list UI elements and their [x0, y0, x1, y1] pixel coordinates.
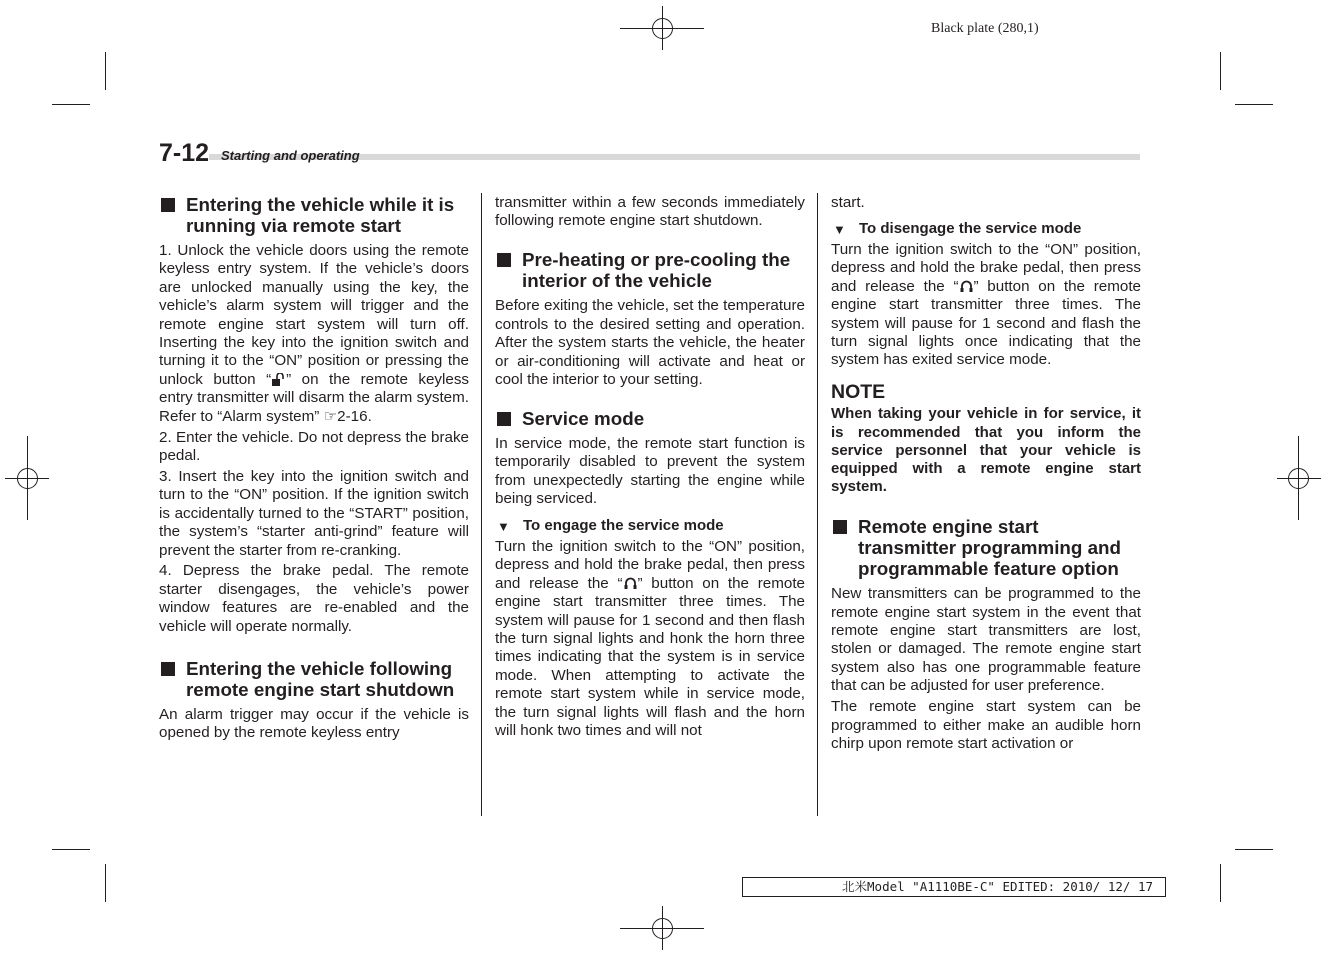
paragraph: The remote engine start system can be programmed to either make an audible horn chirp upon remote start activation or	[831, 698, 1141, 752]
registration-target-icon	[652, 18, 673, 39]
page-number: 7-12	[159, 139, 210, 167]
column-3	[831, 194, 1141, 756]
subsection-heading: ▼ To disengage the service mode	[833, 219, 1082, 237]
column-divider	[481, 193, 482, 816]
section-heading: Pre-heating or pre-cooling the interior of the vehicle	[495, 249, 805, 291]
plate-label: Black plate (280,1)	[931, 21, 1039, 36]
note-text: When taking your vehicle in for service, it is recommended that you inform the service personnel that your vehicle is equipped with a remote engine start system.	[831, 405, 1141, 496]
section-heading: Entering the vehicle while it is running via remote start	[159, 194, 469, 236]
note-title: NOTE	[831, 381, 886, 404]
step-3: 3. Insert the key into the ignition switch and turn to the “ON” position. If the ignition switch is accidentally turned to the “START” position, the system’s “starter anti-grind” feature will prevent the starter from re-cranking.	[159, 467, 469, 559]
square-bullet-icon	[833, 520, 847, 534]
crop-mark	[1220, 864, 1221, 902]
registration-target-icon	[652, 918, 673, 939]
step-4: 4. Depress the brake pedal. The remote starter disengages, the vehicle’s power window features are re-enabled and the vehicle will operate normally.	[159, 562, 469, 635]
crop-mark	[52, 104, 90, 105]
crop-mark	[1220, 52, 1221, 90]
crop-mark	[105, 864, 106, 902]
registration-target-icon	[1288, 468, 1309, 489]
column-1	[159, 194, 469, 745]
column-2	[495, 194, 805, 743]
subsection-heading: ▼ To engage the service mode	[497, 516, 724, 534]
paragraph: start.	[831, 194, 865, 211]
square-bullet-icon	[497, 253, 511, 267]
square-bullet-icon	[161, 198, 175, 212]
remote-start-button-icon	[959, 280, 974, 293]
unlock-button-icon	[271, 373, 286, 386]
down-triangle-icon: ▼	[497, 518, 510, 534]
crop-mark	[1235, 849, 1273, 850]
paragraph: Turn the ignition switch to the “ON” position, depress and hold the brake pedal, then press and release the “ ” button on the remote engine start transmitter three times. The system will pause for 1 second and then flash the turn signal lights and honk the horn three times indicating that the system is in service mode. When attempting to activate the remote start system while in service mode, the turn signal lights will flash and the horn will honk two times and will not	[495, 537, 805, 740]
section-title: Starting and operating	[221, 148, 360, 163]
paragraph: New transmitters can be programmed to the remote engine start system in the event that remote engine start transmitters are lost, stolen or damaged. The remote engine start system also has one programmable feature that can be adjusted for user preference.	[831, 585, 1141, 695]
crop-mark	[105, 52, 106, 90]
square-bullet-icon	[161, 662, 175, 676]
section-heading: Remote engine start transmitter programming and programmable feature option	[831, 516, 1141, 579]
paragraph: In service mode, the remote start function is temporarily disabled to prevent the system from unexpectedly starting the engine while being serviced.	[495, 434, 805, 508]
paragraph: transmitter within a few seconds immediately following remote engine start shutdown.	[495, 194, 805, 230]
edit-stamp: 北米Model "A1110BE-C" EDITED: 2010/ 12/ 17	[742, 877, 1166, 897]
section-heading: Service mode	[495, 408, 805, 429]
down-triangle-icon: ▼	[833, 221, 846, 237]
remote-start-button-icon	[623, 577, 638, 590]
crop-mark	[1235, 104, 1273, 105]
paragraph: Before exiting the vehicle, set the temperature controls to the desired setting and operation. After the system starts the vehicle, the heater or air-conditioning will activate and heat or cool the interior to your setting.	[495, 297, 805, 388]
registration-target-icon	[17, 468, 38, 489]
paragraph: An alarm trigger may occur if the vehicle is opened by the remote keyless entry	[159, 705, 469, 741]
column-divider	[817, 193, 818, 816]
square-bullet-icon	[497, 412, 511, 426]
crop-mark	[52, 849, 90, 850]
paragraph: Turn the ignition switch to the “ON” position, depress and hold the brake pedal, then press and release the “ ” button on the remote engine start transmitter three times. The system will pause for 1 second and flash the turn signal lights once indicating that the system has exited service mode.	[831, 240, 1141, 369]
step-2: 2. Enter the vehicle. Do not depress the brake pedal.	[159, 428, 469, 464]
step-1: 1. Unlock the vehicle doors using the remote keyless entry system. If the vehicle’s doors are unlocked manually using the key, the vehicle’s alarm system will trigger and the remote engine start system will turn off. Inserting the key into the ignition switch and turning it to the “ON” position or pressing the unlock button “ ” on the remote keyless entry transmitter will disarm the alarm system. Refer to “Alarm system” ☞2-16.	[159, 242, 470, 425]
page-reference[interactable]: ☞2-16.	[323, 407, 372, 425]
section-heading: Entering the vehicle following remote engine start shutdown	[159, 658, 469, 700]
